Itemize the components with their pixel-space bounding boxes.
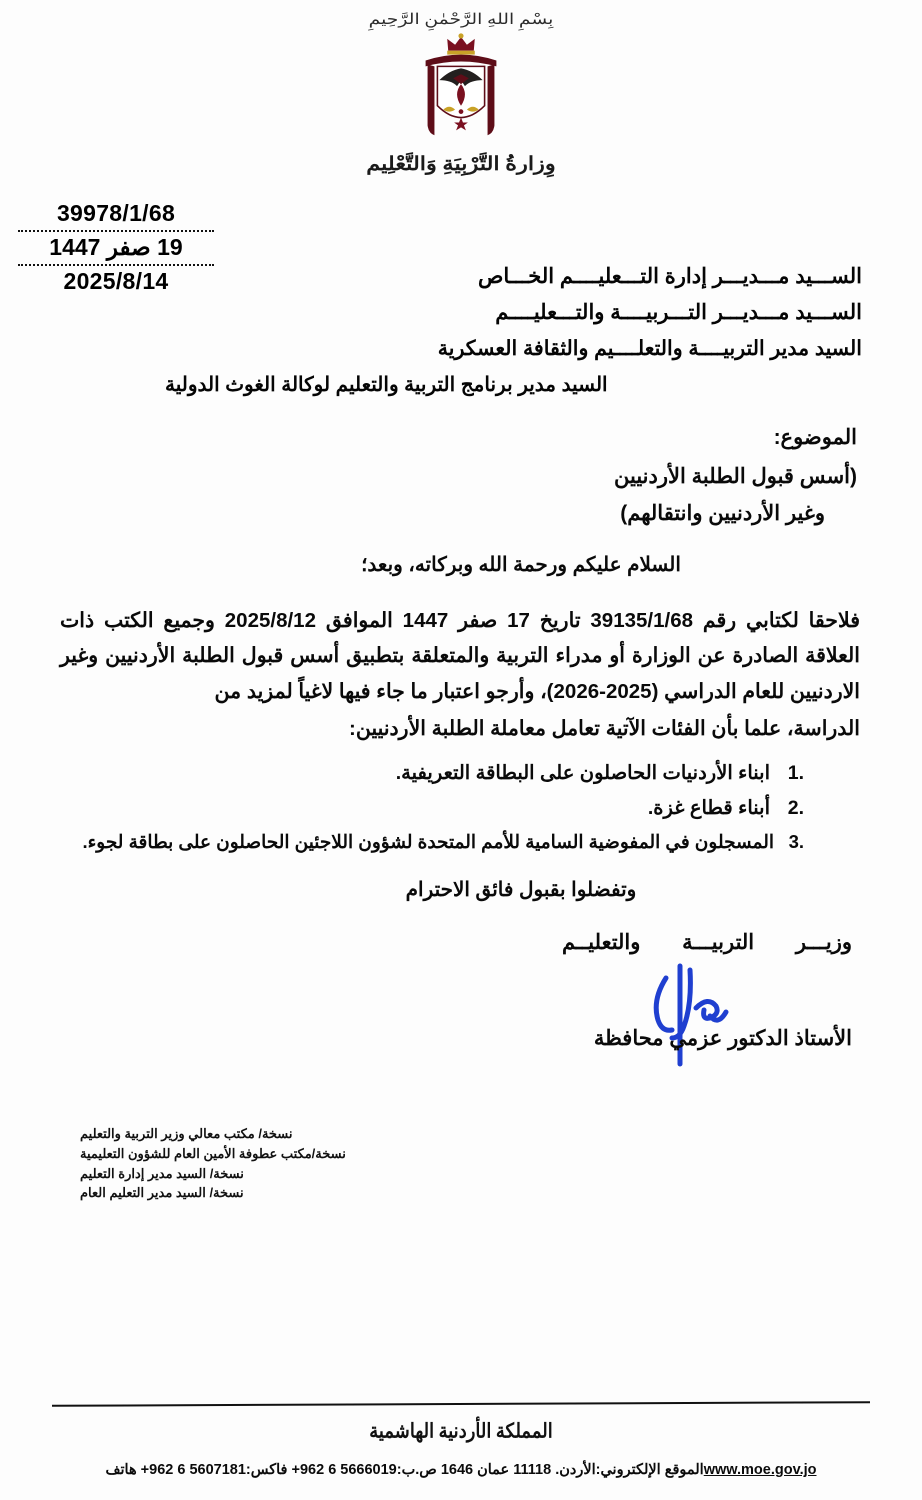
signatory-title: وزيـــر التربيـــة والتعليــم: [562, 931, 852, 955]
pobox-number: 1646: [440, 1462, 474, 1478]
hijri-date: 19 صفر 1447: [18, 232, 214, 266]
list-item: أبناء قطاع غزة.: [647, 796, 770, 819]
ministry-name: وِزارةُ التَّرْبِيَةِ وَالتَّعْلِيم: [366, 154, 556, 175]
cc-distribution-list: [0, 1124, 922, 1203]
fax-number: +962 6 5666019: [291, 1462, 397, 1478]
phone-label: هاتف: [105, 1462, 137, 1478]
addressee-line: الســـيد مـــديـــر إدارة التـــعليــــم الخـــاص: [478, 265, 862, 288]
subject-line-1: (أسس قبول الطلبة الأردنيين: [614, 465, 857, 488]
contact-line: [52, 1462, 870, 1478]
list-item: ابناء الأردنيات الحاصلون على البطاقة التعريفية.: [395, 762, 770, 784]
category-list: [0, 758, 922, 857]
gregorian-date: 2025/8/14: [63, 268, 169, 294]
signature-block: [0, 930, 922, 1080]
subject-line-2: وغير الأردنيين وانتقالهم): [620, 502, 825, 525]
website-label: الموقع الإلكتروني:: [595, 1462, 704, 1478]
reference-block: [18, 198, 214, 298]
subject-label: الموضوع:: [773, 426, 857, 449]
page-footer: [0, 1403, 922, 1478]
city-label: عمان: [477, 1462, 510, 1478]
addressee-line: الســـيد مـــديـــر التـــربيــــة والتـــعليــــم: [495, 301, 862, 324]
cc-item: نسخة/ السيد مدير إدارة التعليم: [80, 1165, 244, 1181]
cc-item: نسخة/مكتب عطوفة الأمين العام للشؤون التعليمية: [80, 1145, 346, 1161]
closing-line: وتفضلوا بقبول فائق الاحترام: [405, 879, 637, 902]
postal-code: 11118: [513, 1462, 552, 1478]
cc-item: نسخة/ السيد مدير التعليم العام: [80, 1185, 244, 1201]
signatory-name: الأستاذ الدكتور عزمي محافظة: [593, 1027, 852, 1051]
reference-number: 39978/1/68: [18, 198, 214, 232]
website-link[interactable]: www.moe.gov.jo: [703, 1462, 817, 1478]
kingdom-name: المملكة الأردنية الهاشمية: [369, 1419, 553, 1443]
phone-number: +962 6 5607181: [140, 1462, 246, 1478]
greeting-line: السلام عليكم ورحمة الله وبركاته، وبعد؛: [361, 554, 681, 576]
jordan-coat-of-arms-icon: [402, 31, 520, 149]
cc-item: نسخة/ مكتب معالي وزير التربية والتعليم: [80, 1126, 293, 1142]
fax-label: فاكس:: [245, 1462, 288, 1478]
basmala-text: بِسْمِ اللهِ الرَّحْمٰنِ الرَّحِيمِ: [368, 12, 554, 28]
list-item: المسجلون في المفوضية السامية للأمم المتحدة لشؤون اللاجئين الحاصلون على بطاقة لجوء.: [82, 831, 774, 853]
body-paragraph-main: فلاحقا لكتابي رقم 39135/1/68 تاريخ 17 صفر 1447 الموافق 2025/8/12 وجميع الكتب ذات العلاقة الصادرة عن الوزارة أو مدراء التربية والمتعلقة بتطبيق أسس قبول الطلبة الأردنيين وغير الاردنيين للعام الدراسي (2025-2026)، وأرجو اعتبار ما جاء فيها لاغياً لمزيد من: [60, 609, 861, 703]
body-paragraph-tail: الدراسة، علما بأن الفئات الآتية تعامل معاملة الطلبة الأردنيين:: [349, 716, 860, 740]
letterhead: [0, 0, 922, 176]
country-label: الأردن.: [555, 1462, 596, 1478]
footer-divider: [52, 1401, 870, 1407]
subject-block: [0, 425, 922, 526]
addressee-line: السيد مدير برنامج التربية والتعليم لوكالة الغوث الدولية: [165, 374, 608, 396]
body-paragraph: [0, 603, 922, 746]
pobox-label: ص.ب:: [396, 1462, 437, 1478]
handwritten-signature-icon: [622, 952, 772, 1072]
addressee-line: السيد مدير التربيــــة والتعلــــيم والثقافة العسكرية: [437, 337, 862, 360]
